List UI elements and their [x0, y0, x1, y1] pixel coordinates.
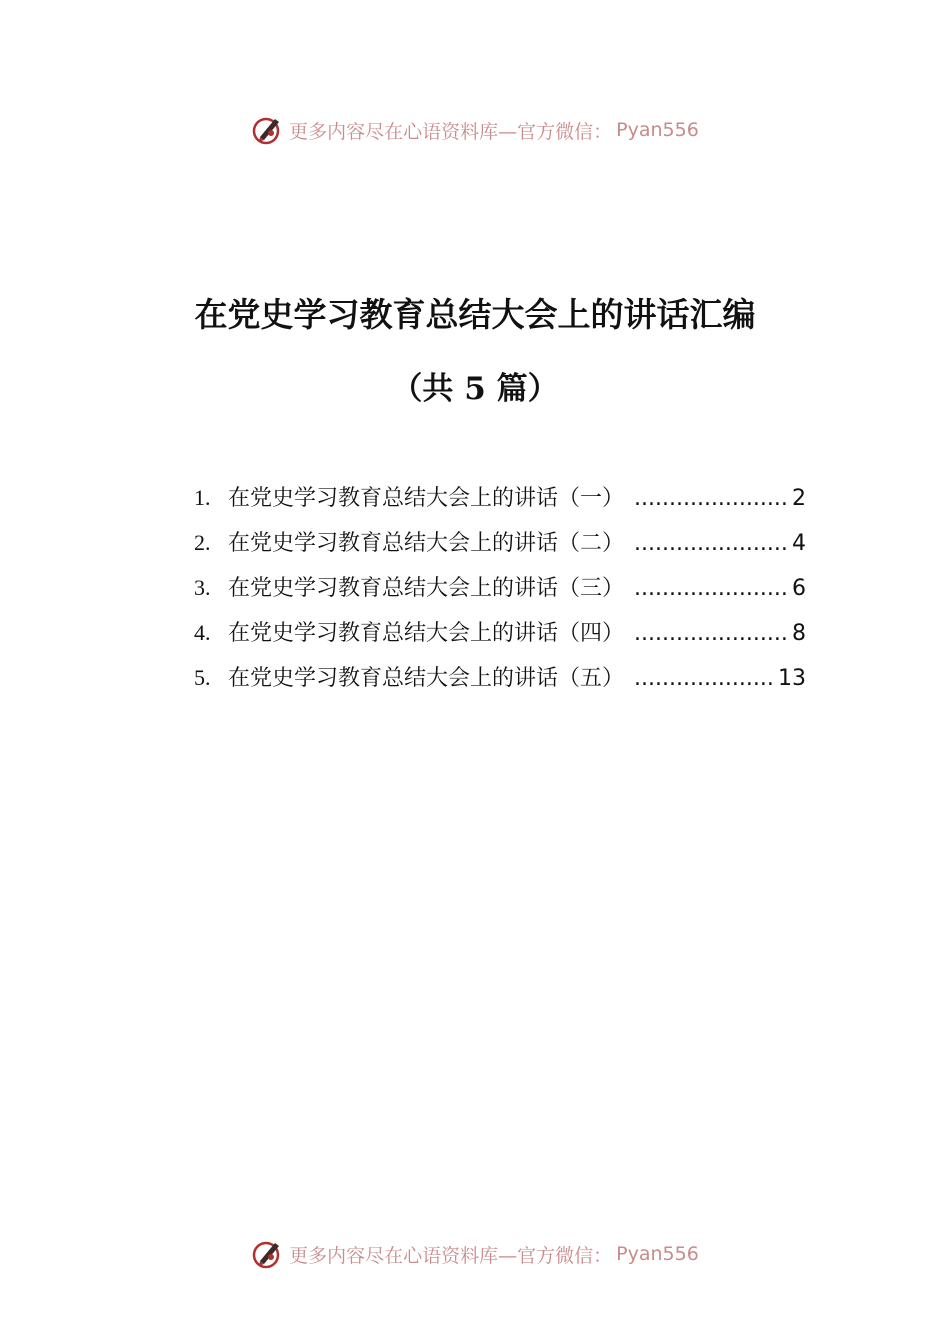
toc-item-title: 在党史学习教育总结大会上的讲话（一） — [228, 486, 625, 511]
toc-item-page: 8 — [792, 621, 806, 646]
toc-item-number: 1. — [194, 485, 211, 510]
toc-item-number: 2. — [194, 530, 211, 555]
header-watermark — [0, 110, 950, 150]
toc-item-title: 在党史学习教育总结大会上的讲话（四） — [228, 621, 625, 646]
toc-item[interactable] — [194, 481, 806, 526]
toc-item-page: 6 — [792, 576, 806, 601]
toc-item[interactable] — [194, 526, 806, 571]
toc-dot-leader — [634, 531, 790, 556]
pen-logo-icon — [251, 113, 285, 147]
toc-item-number: 4. — [194, 620, 211, 645]
document-title: 在党史学习教育总结大会上的讲话汇编 — [194, 295, 756, 334]
toc-dot-leader — [634, 666, 776, 691]
toc-item-page: 2 — [792, 486, 806, 511]
toc-item-number: 3. — [194, 575, 211, 600]
pen-logo-icon — [251, 1237, 285, 1271]
toc-item-title: 在党史学习教育总结大会上的讲话（五） — [228, 666, 625, 691]
toc-dot-leader — [634, 621, 790, 646]
table-of-contents — [194, 481, 806, 706]
watermark-handle: Pyan556 — [616, 1243, 699, 1265]
toc-item-page: 13 — [778, 666, 806, 691]
toc-item-title: 在党史学习教育总结大会上的讲话（二） — [228, 531, 625, 556]
toc-dot-leader — [634, 576, 790, 601]
toc-item[interactable] — [194, 571, 806, 616]
watermark-handle: Pyan556 — [616, 119, 699, 141]
footer-watermark — [0, 1234, 950, 1274]
toc-item-title: 在党史学习教育总结大会上的讲话（三） — [228, 576, 625, 601]
toc-item[interactable] — [194, 661, 806, 706]
document-subtitle: （共 5 篇） — [391, 371, 559, 407]
watermark-text: 更多内容尽在心语资料库—官方微信： — [289, 120, 613, 143]
watermark-text: 更多内容尽在心语资料库—官方微信： — [289, 1244, 613, 1267]
toc-item[interactable] — [194, 616, 806, 661]
toc-item-page: 4 — [792, 531, 806, 556]
toc-item-number: 5. — [194, 665, 211, 690]
toc-dot-leader — [634, 486, 790, 511]
